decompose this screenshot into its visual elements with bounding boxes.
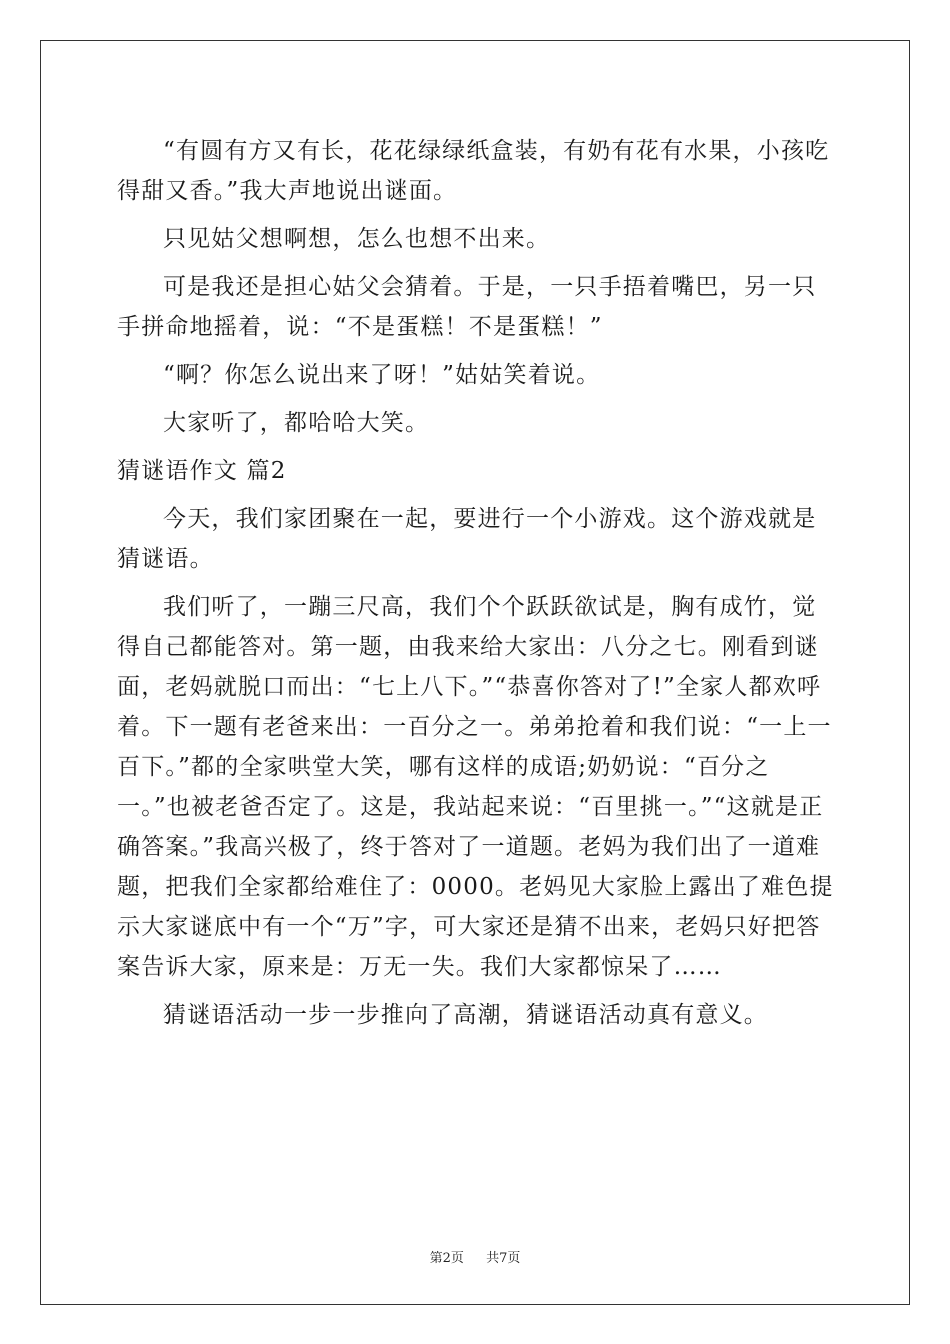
paragraph: 今天，我们家团聚在一起，要进行一个小游戏。这个游戏就是猜谜语。 [117, 506, 817, 572]
paragraph: 可是我还是担心姑父会猜着。于是，一只手捂着嘴巴，另一只手拼命地摇着，说：“不是蛋糕！不是蛋糕！” [117, 274, 817, 340]
page-footer [0, 1247, 950, 1266]
paragraph: “有圆有方又有长，花花绿绿纸盒装，有奶有花有水果，小孩吃得甜又香。”我大声地说出谜面。 [117, 138, 830, 204]
paragraph: “啊？你怎么说出来了呀！”姑姑笑着说。 [163, 362, 601, 388]
paragraph: 大家听了，都哈哈大笑。 [163, 410, 430, 436]
document-body [117, 131, 837, 1035]
page-number-total: 共7页 [486, 1251, 521, 1266]
paragraph: 猜谜语活动一步一步推向了高潮，猜谜语活动真有意义。 [163, 1002, 768, 1028]
section-heading: 猜谜语作文 篇2 [117, 458, 287, 484]
paragraph: 只见姑父想啊想，怎么也想不出来。 [163, 226, 551, 252]
paragraph: 我们听了，一蹦三尺高，我们个个跃跃欲试是，胸有成竹，觉得自己都能答对。第一题，由我来给大家出：八分之七。刚看到谜面，老妈就脱口而出：“七上八下。”“恭喜你答对了!”全家人都欢呼着。下一题有老爸来出：一百分之一。弟弟抢着和我们说：“一上一百下。”都的全家哄堂大笑，哪有这样的成语;奶奶说：“百分之一。”也被老爸否定了。这是，我站起来说：“百里挑一。”“这就是正确答案。”我高兴极了，终于答对了一道题。老妈为我们出了一道难题，把我们全家都给难住了：0000。老妈见大家脸上露出了难色提示大家谜底中有一个“万”字，可大家还是猜不出来，老妈只好把答案告诉大家，原来是：万无一失。我们大家都惊呆了…… [117, 594, 834, 980]
page-number-current: 第2页 [429, 1251, 464, 1266]
